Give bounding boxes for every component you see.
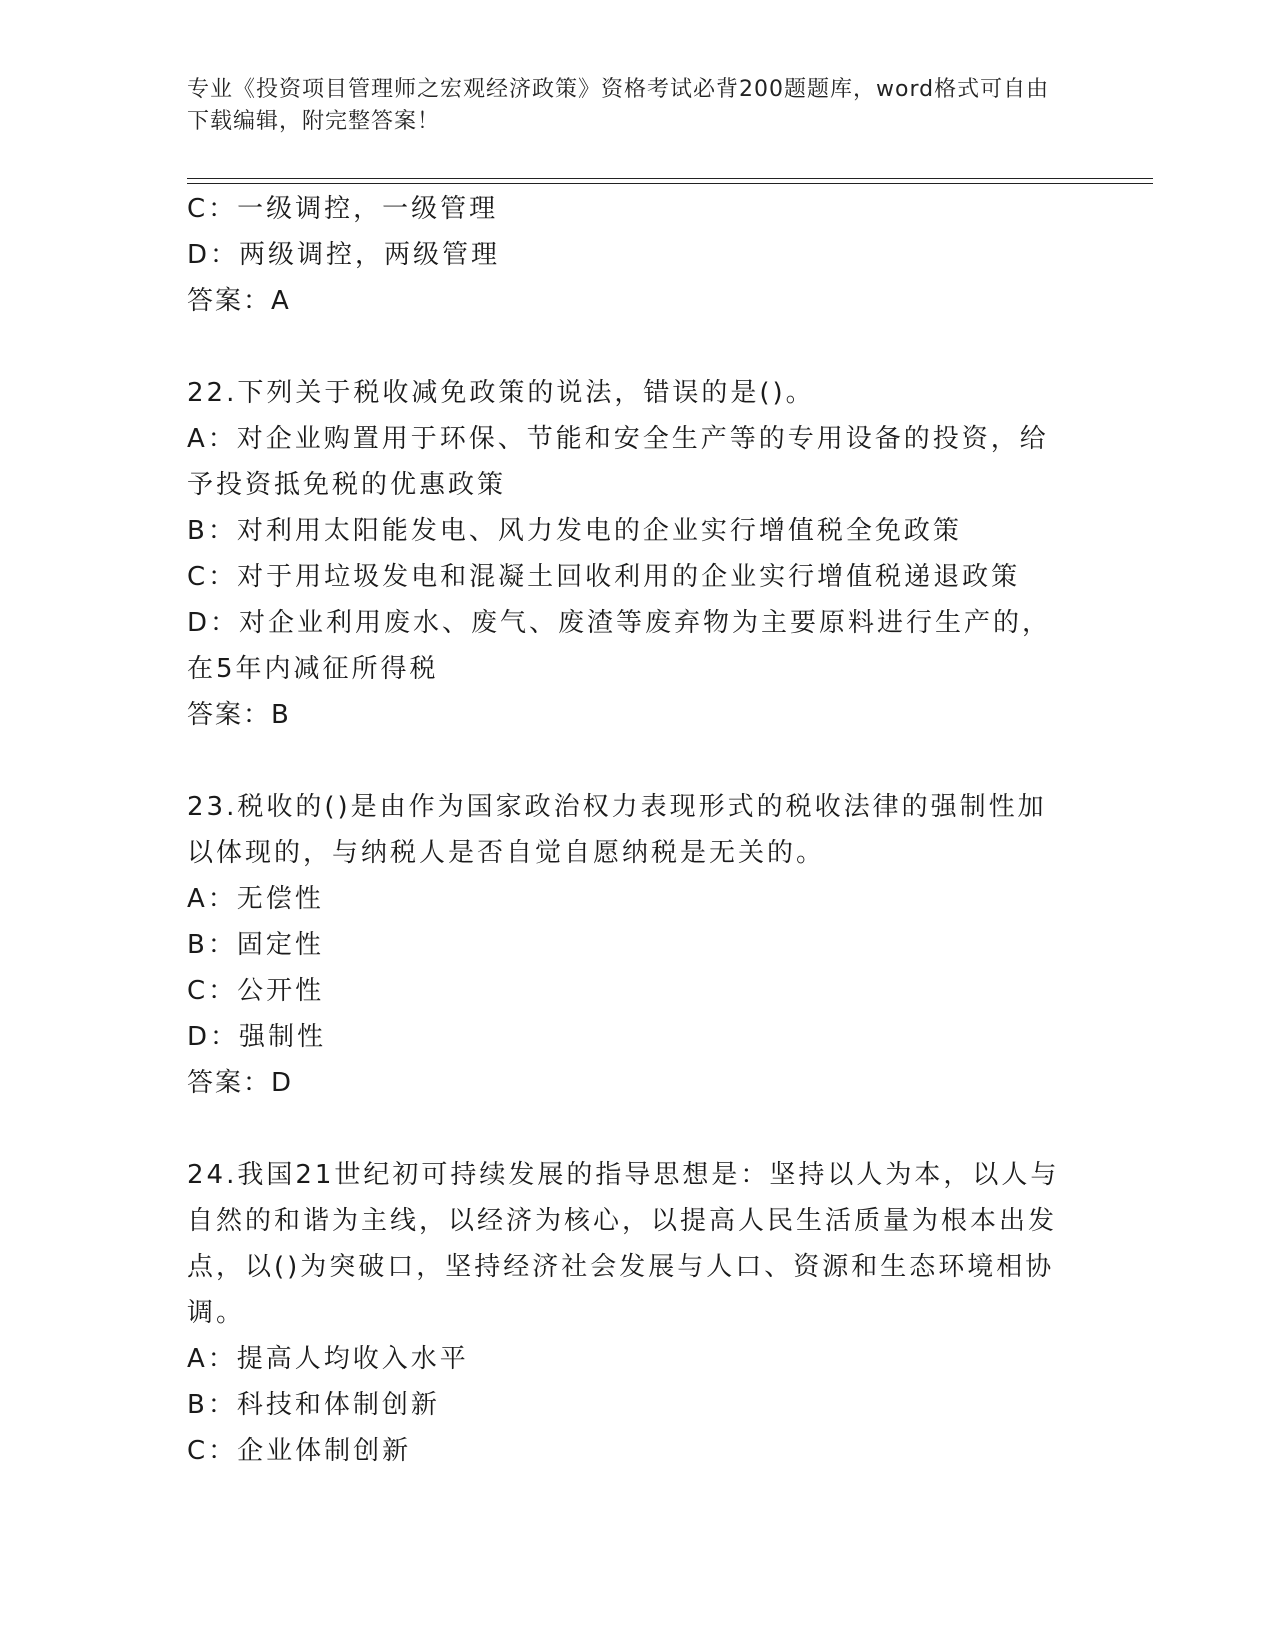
- option-b: B：固定性: [187, 930, 324, 960]
- option-d: D：对企业利用废水、废气、废渣等废弃物为主要原料进行生产的，在5年内减征所得税: [187, 608, 1052, 684]
- question-text: 22.下列关于税收减免政策的说法，错误的是()。: [187, 378, 815, 408]
- question-23: [187, 784, 1067, 1106]
- option-d: D：强制性: [187, 1022, 327, 1052]
- option-a: A：对企业购置用于环保、节能和安全生产等的专用设备的投资，给予投资抵免税的优惠政策: [187, 424, 1049, 500]
- answer-label: 答案：A: [187, 286, 291, 316]
- option-a: A：无偿性: [187, 884, 324, 914]
- question-22: [187, 370, 1067, 738]
- option-c: C：公开性: [187, 976, 325, 1006]
- question-text: 23.税收的()是由作为国家政治权力表现形式的税收法律的强制性加以体现的，与纳税人是否自觉自愿纳税是无关的。: [187, 792, 1047, 868]
- option-d: D：两级调控，两级管理: [187, 240, 501, 270]
- option-b: B：对利用太阳能发电、风力发电的企业实行增值税全免政策: [187, 516, 962, 546]
- option-b: B：科技和体制创新: [187, 1390, 440, 1420]
- option-c: C：对于用垃圾发电和混凝土回收利用的企业实行增值税递退政策: [187, 562, 1021, 592]
- answer-label: 答案：D: [187, 1068, 294, 1098]
- option-a: A：提高人均收入水平: [187, 1344, 469, 1374]
- question-content: [187, 186, 1067, 1474]
- option-c: C：企业体制创新: [187, 1436, 412, 1466]
- question-text: 24.我国21世纪初可持续发展的指导思想是：坚持以人为本，以人与自然的和谐为主线，以经济为核心，以提高人民生活质量为根本出发点，以()为突破口，坚持经济社会发展与人口、资源和生态环境相协调。: [187, 1160, 1060, 1328]
- question-24: [187, 1152, 1067, 1474]
- previous-question-tail: [187, 186, 1067, 324]
- document-header: 专业《投资项目管理师之宏观经济政策》资格考试必背200题题库，word格式可自由下载编辑，附完整答案！: [187, 77, 1050, 134]
- answer-label: 答案：B: [187, 700, 291, 730]
- header-rule-bottom: [187, 183, 1153, 184]
- option-c: C：一级调控，一级管理: [187, 194, 499, 224]
- header-rule-top: [187, 178, 1153, 179]
